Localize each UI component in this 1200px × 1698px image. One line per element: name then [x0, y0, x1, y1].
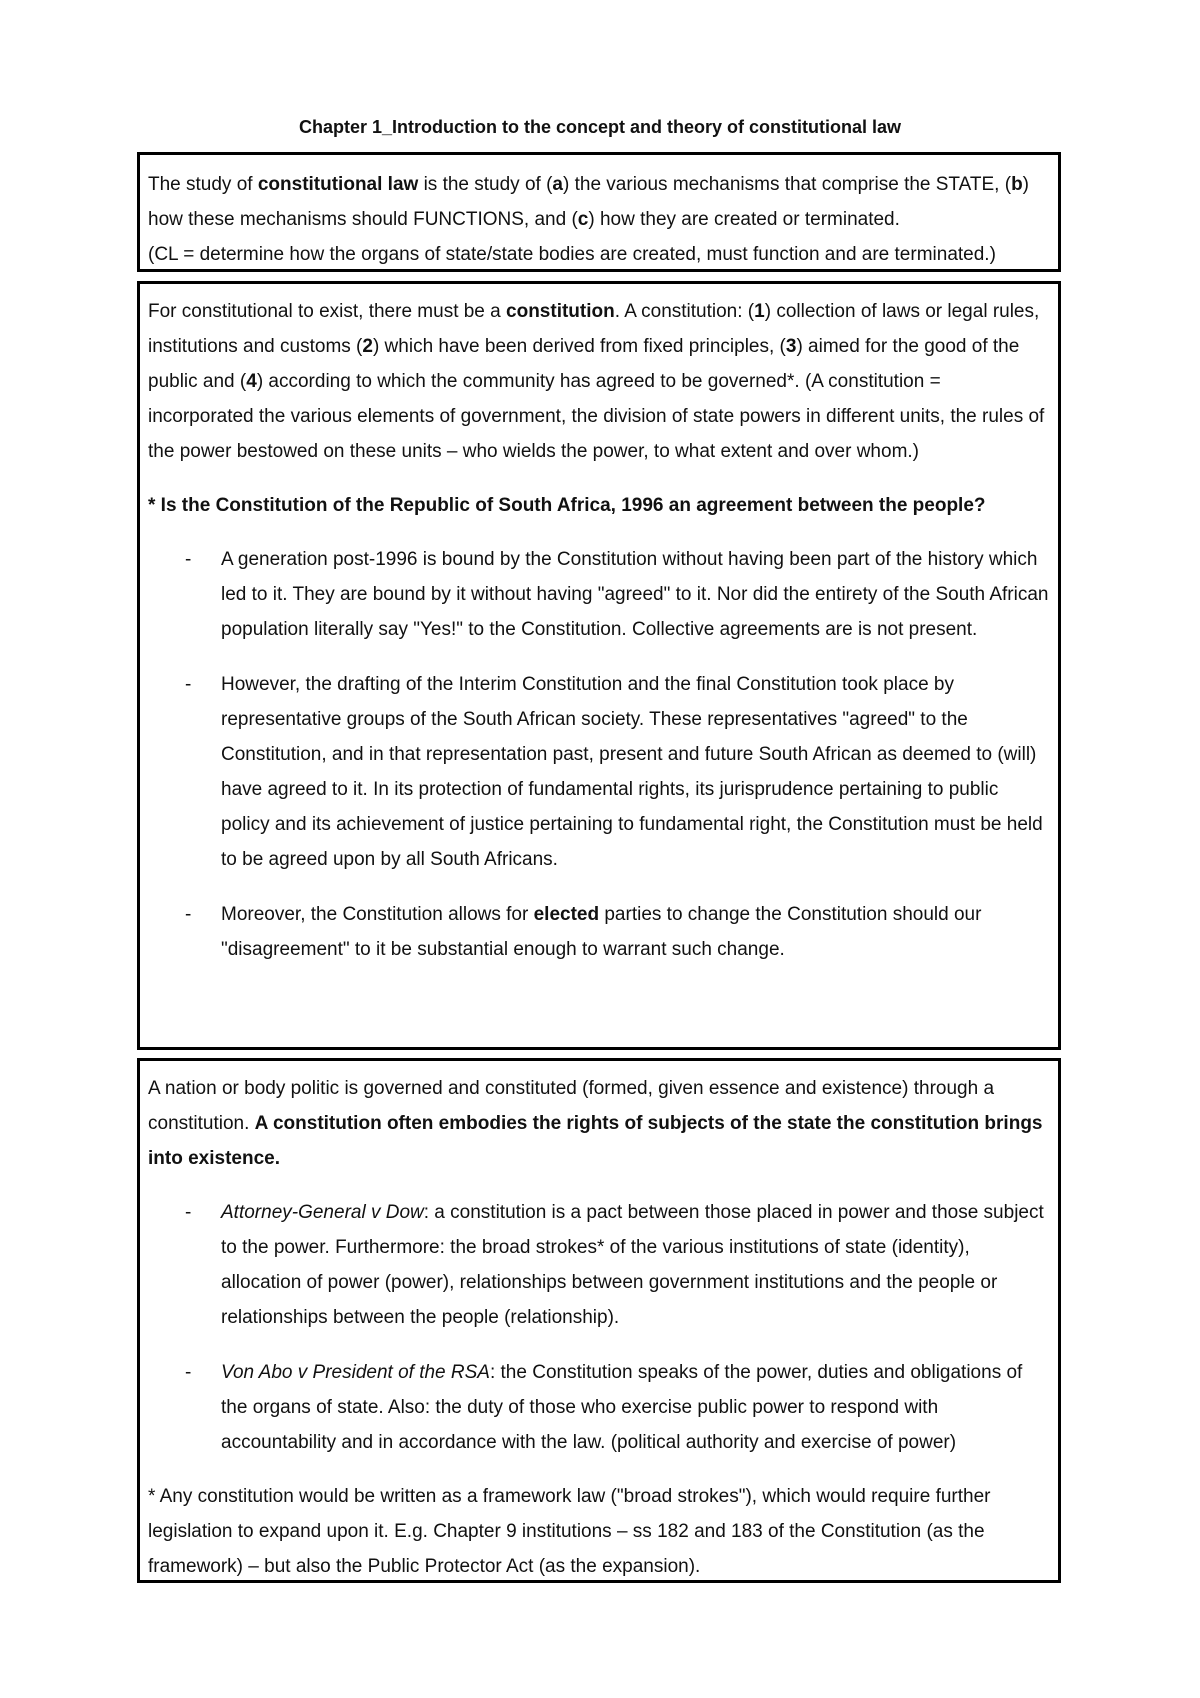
question-heading: * Is the Constitution of the Republic of South Africa, 1996 an agreement between the people?	[148, 495, 986, 516]
nation-paragraph	[148, 1071, 1050, 1176]
bold-term: elected	[533, 904, 600, 925]
footnote: * Any constitution would be written as a framework law ("broad strokes"), which would require further legislation to expand upon it. E.g. Chapter 9 institutions – ss 182 and 183 of the Constitution (as the framework) – but also the Public Protector Act (as the expansion).	[148, 1486, 991, 1577]
page-title: Chapter 1_Introduction to the concept and theory of constitutional law	[298, 117, 902, 137]
text: ) according to which the community has agreed to be governed*. (A constitution = incorporated the various elements of government, the division of state powers in different units, the rules of the power bestowed on these units – who wields the power, to what extent and over whom.)	[148, 371, 1045, 462]
case-name: Von Abo v President of the RSA	[221, 1362, 490, 1383]
case-name: Attorney-General v Dow	[221, 1202, 424, 1223]
definition-note: (CL = determine how the organs of state/state bodies are created, must function and are terminated.)	[148, 244, 996, 265]
bold-number: 3	[785, 336, 797, 357]
list-item-text: : a constitution is a pact between those placed in power and those subject to the power. Furthermore: the broad strokes* of the various institutions of state (identity), allocation of power (power), relationships between government institutions and the people or relationships between the people (relationship).	[221, 1202, 1044, 1328]
list-item	[148, 897, 1050, 967]
list-item-text: Moreover, the Constitution allows for	[221, 904, 534, 925]
bold-letter: c	[577, 209, 589, 230]
list-item	[148, 667, 1050, 877]
text: ) how these mechanisms should FUNCTIONS, and (	[148, 174, 1029, 230]
constitution-box	[137, 281, 1061, 1050]
text: . A constitution: (	[614, 301, 755, 322]
text: The study of	[148, 174, 258, 195]
text: ) aimed for the good of the public and (	[148, 336, 1020, 392]
dash-bullet: -	[185, 674, 192, 695]
list-item	[148, 542, 1050, 647]
dash-bullet: -	[185, 549, 192, 570]
dash-bullet: -	[185, 1362, 192, 1383]
text: For constitutional to exist, there must be a	[148, 301, 507, 322]
dash-bullet: -	[185, 1202, 192, 1223]
bold-statement: A constitution often embodies the rights of subjects of the state the constitution brings into existence.	[148, 1113, 1043, 1169]
list-item-text: A generation post-1996 is bound by the Constitution without having been part of the history which led to it. They are bound by it without having "agreed" to it. Nor did the entirety of the South African population literally say "Yes!" to the Constitution. Collective agreements are is not present.	[221, 549, 1049, 640]
bold-letter: a	[552, 174, 563, 195]
list-item	[148, 1195, 1050, 1335]
list-item-text: parties to change the Constitution should our "disagreement" to it be substantial enough to warrant such change.	[221, 904, 982, 960]
constitution-paragraph	[148, 294, 1050, 469]
text: is the study of (	[418, 174, 553, 195]
bold-number: 1	[754, 301, 765, 322]
bold-term: constitution	[506, 301, 615, 322]
list-item-text: : the Constitution speaks of the power, duties and obligations of the organs of state. Also: the duty of those who exercise public power to respond with accountability and in accordance with the law. (political authority and exercise of power)	[221, 1362, 1023, 1453]
dash-bullet: -	[185, 904, 192, 925]
bold-letter: b	[1011, 174, 1023, 195]
bold-term: constitutional law	[257, 174, 419, 195]
text: ) the various mechanisms that comprise the STATE, (	[563, 174, 1012, 195]
text: ) which have been derived from fixed principles, (	[372, 336, 786, 357]
bold-number: 2	[362, 336, 373, 357]
bold-number: 4	[246, 371, 257, 392]
text: ) how they are created or terminated.	[588, 209, 900, 230]
text: ) collection of laws or legal rules, institutions and customs (	[148, 301, 1040, 357]
list-item	[148, 1355, 1050, 1460]
case-list	[148, 1195, 1050, 1460]
text: A nation or body politic is governed and constituted (formed, given essence and existence) through a constitution.	[148, 1078, 995, 1134]
argument-list	[148, 542, 1050, 967]
definition-paragraph	[148, 167, 1050, 272]
list-item-text: However, the drafting of the Interim Constitution and the final Constitution took place by representative groups of the South African society. These representatives "agreed" to the Constitution, and in that representation past, present and future South African as deemed to (will) have agreed to it. In its protection of fundamental rights, its jurisprudence pertaining to public policy and its achievement of justice pertaining to fundamental right, the Constitution must be held to be agreed upon by all South Africans.	[221, 674, 1043, 870]
nation-box	[137, 1058, 1061, 1583]
definition-box	[137, 152, 1061, 272]
